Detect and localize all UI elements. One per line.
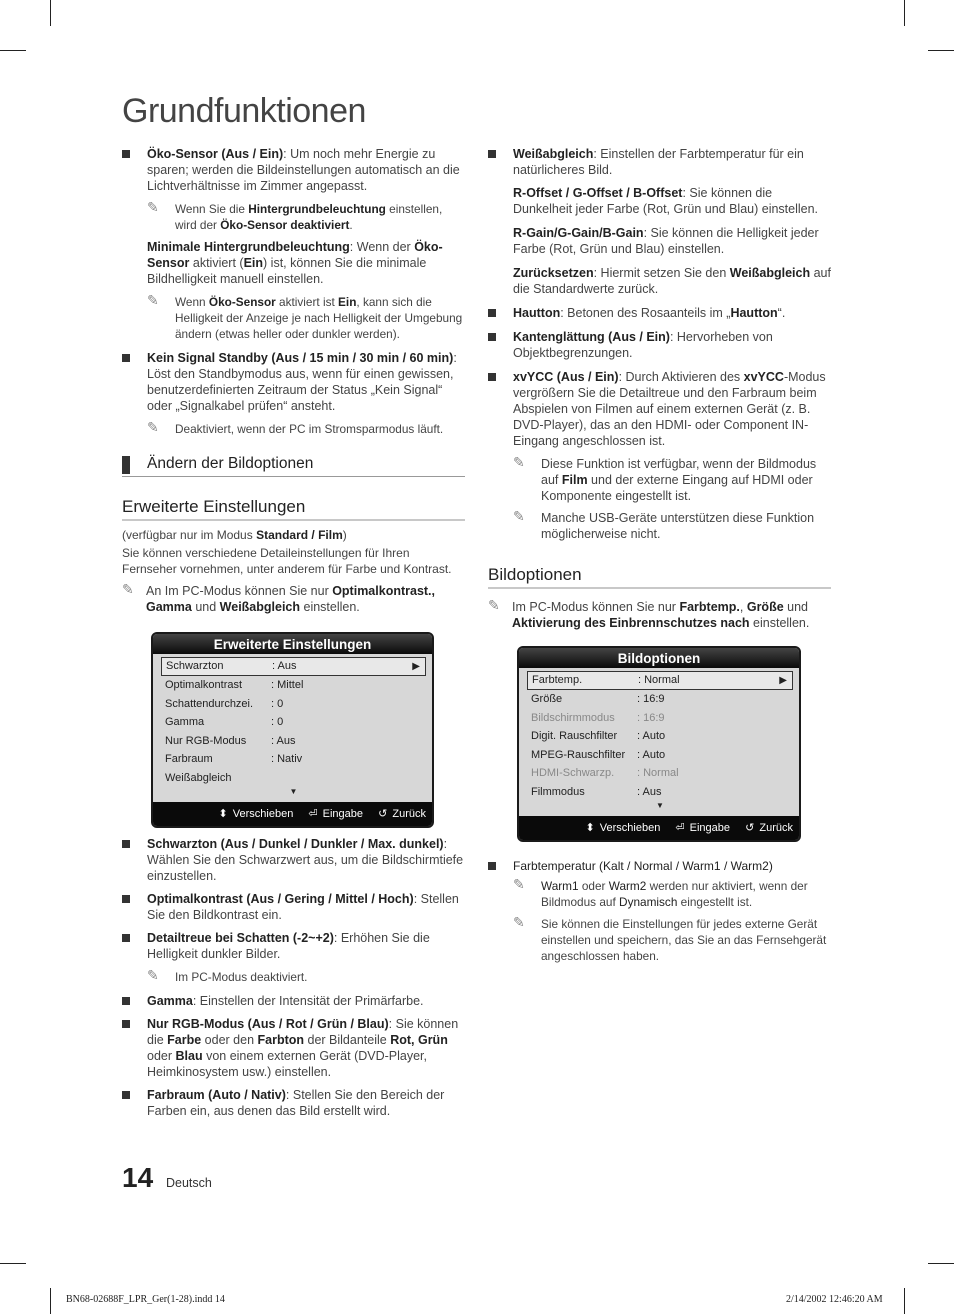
osd-picture-options: [517, 646, 801, 842]
bullet-square-icon: [122, 997, 130, 1005]
osd-extended-settings: [151, 632, 434, 828]
osd-row-value: : Nativ: [271, 753, 303, 765]
item-heading: R-Gain/G-Gain/B-Gain: [513, 226, 644, 240]
intro-text: Sie können verschiedene Detaileinstellungen für Ihren Fernseher vornehmen, unter anderem für Farbe und Kontrast.: [122, 546, 452, 576]
osd-row-label: Größe: [531, 693, 563, 705]
availability-text: [122, 527, 467, 543]
bullet-square-icon: [122, 150, 130, 158]
osd-enter-label: Eingabe: [322, 808, 364, 820]
item-text: : Stellen Sie den Bereich der Farben ein, aus denen das Bild erstellt wird.: [147, 1088, 445, 1118]
osd-row-label: Optimalkontrast: [165, 679, 243, 691]
item-text: oder: [147, 1049, 176, 1063]
item-bold: Weißabgleich: [729, 266, 811, 280]
note-bold: Hintergrundbeleuchtung: [248, 202, 386, 216]
item-bold: Blau: [175, 1049, 203, 1063]
osd-row-farbraum[interactable]: [161, 750, 426, 769]
item-text: : Durch Aktivieren des: [618, 370, 744, 384]
bullet-square-icon: [122, 1020, 130, 1028]
item-text: : Wählen Sie den Schwarzwert aus, um die Bildschirmtiefe einzustellen.: [147, 837, 464, 883]
heading-text: Erweiterte Einstellungen: [122, 497, 306, 516]
updown-icon: ⬍: [585, 822, 595, 834]
osd-row-value: : Auto: [637, 748, 666, 761]
footer-date: 2/14/2002 12:46:20 AM: [786, 1294, 883, 1305]
note-bold: Ein: [338, 295, 357, 309]
eco-sensor-heading: Öko-Sensor (Aus / Ein): [147, 147, 284, 161]
note-bold: Größe: [746, 600, 784, 614]
detailtreue-note: [122, 969, 467, 985]
item-heading: R-Offset / G-Offset / B-Offset: [513, 186, 683, 200]
note-text: Wenn Sie die: [175, 202, 249, 216]
osd-rows: [153, 654, 432, 797]
item-text: : Einstellen der Farbtemperatur für ein natürlicheres Bild.: [513, 147, 804, 177]
osd-row-value: : 16:9: [637, 693, 665, 705]
text: aktiviert (: [189, 256, 244, 270]
text: ): [342, 528, 347, 542]
note-pencil-icon: ✎: [513, 876, 525, 892]
subheading-text: Ändern der Bildoptionen: [147, 455, 314, 472]
note-text: Im PC-Modus können Sie nur: [512, 600, 680, 614]
osd-nav-label: Verschieben: [232, 808, 294, 820]
extended-intro: [122, 527, 467, 621]
item-heading: Gamma: [147, 994, 193, 1008]
osd-row-rgb[interactable]: [161, 732, 426, 751]
note-bold: Film: [561, 473, 588, 487]
item-bold: Rot, Grün: [390, 1033, 448, 1047]
xvycc-item: [488, 369, 833, 449]
gamma-item: [122, 993, 467, 1009]
note-pencil-icon: ✎: [513, 454, 525, 470]
note-text: Wenn: [175, 295, 209, 309]
note-text: einstellen, wird der: [175, 202, 443, 232]
item-text: : Sie können die: [147, 1017, 459, 1047]
item-text: -Modus vergrößern Sie die Detailtreue und den Farbraum beim Abspielen von Filmen auf einem externen Gerät (z. B. DVD-Player), das an den HDMI- oder Component IN-Eingang angeschlossen ist.: [513, 370, 826, 448]
rgb-mode-item: [122, 1016, 467, 1080]
left-column: [122, 146, 467, 443]
play-arrow-icon: ▶: [412, 661, 420, 672]
note-pencil-icon: ✎: [147, 199, 159, 215]
osd-row-label: HDMI-Schwarzp.: [531, 767, 615, 779]
farbtemperatur-item: [488, 858, 833, 874]
crop-mark: [904, 1288, 905, 1314]
min-backlight-heading: Minimale Hintergrundbeleuchtung: [147, 240, 350, 254]
osd-row-mpeg-rauschfilter[interactable]: [527, 746, 793, 765]
text-bold: Öko-Sensor: [147, 240, 443, 270]
osd-footer: [519, 816, 799, 840]
note-bold: Weißabgleich: [219, 600, 301, 614]
note-text: .: [349, 218, 353, 232]
osd-row-value: : 0: [271, 716, 284, 728]
item-bold: Hautton: [730, 306, 778, 320]
item-text: : Einstellen der Intensität der Primärfarbe.: [192, 994, 424, 1008]
crop-mark: [0, 1263, 26, 1264]
item-text: : Betonen des Rosaanteils im „: [560, 306, 731, 320]
item-text: : Stellen Sie den Bildkontrast ein.: [147, 892, 459, 922]
farbraum-item: [122, 1087, 467, 1119]
bildoptionen-pc-note: [488, 599, 833, 631]
item-text: : Hervorheben von Objektbegrenzungen.: [513, 330, 773, 360]
osd-row-label: MPEG-Rauschfilter: [531, 748, 626, 761]
bullet-square-icon: [488, 309, 496, 317]
item-text: “.: [777, 306, 786, 320]
item-heading: Hautton: [513, 306, 561, 320]
item-text: auf die Standardwerte zurück.: [513, 266, 831, 296]
eco-note: [122, 201, 467, 233]
bullet-square-icon: [122, 840, 130, 848]
note-bold: Öko-Sensor deaktiviert: [220, 218, 350, 232]
text: (verfügbar nur im Modus: [122, 528, 257, 542]
weissabgleich-item: [488, 146, 833, 178]
bullet-square-icon: [122, 895, 130, 903]
item-heading: Farbraum (Auto / Nativ): [147, 1088, 286, 1102]
osd-row-value: : Auto: [637, 730, 666, 742]
note-bold: Warm2: [608, 879, 647, 893]
enter-icon: ⏎: [308, 808, 318, 820]
osd-row-label: Gamma: [165, 716, 205, 728]
item-heading: xvYCC (Aus / Ein): [513, 370, 619, 384]
osd-row-gamma[interactable]: [161, 713, 426, 732]
crop-mark: [50, 0, 51, 26]
osd-row-schwarzton[interactable]: [161, 657, 426, 676]
no-signal-text: : Löst den Standbymodus aus, wenn für einen gewissen, benutzerdefinierten Zeitraum der Status „Kein Signal“ oder „Signalkabel prüfen“ ansteht.: [147, 351, 457, 413]
osd-row-schatten[interactable]: [161, 695, 426, 714]
osd-row-label: Nur RGB-Modus: [165, 734, 247, 747]
note-pencil-icon: ✎: [147, 967, 159, 983]
bullet-square-icon: [122, 354, 130, 362]
osd-back-label: Zurück: [759, 822, 793, 834]
no-signal-heading: Kein Signal Standby (Aus / 15 min / 30 min / 60 min): [147, 351, 454, 365]
heading-text: Bildoptionen: [488, 565, 582, 584]
no-signal-note: [122, 421, 467, 437]
note-text: An Im PC-Modus können Sie nur: [146, 584, 333, 598]
osd-row-value: : Aus: [271, 734, 296, 747]
item-text: von einem externen Gerät (DVD-Player, Heimkinosystem usw.) einstellen.: [147, 1049, 427, 1079]
bullet-square-icon: [488, 333, 496, 341]
note-text: Deaktiviert, wenn der PC im Stromsparmodus läuft.: [175, 422, 444, 436]
note-pencil-icon: ✎: [147, 292, 159, 308]
updown-icon: ⬍: [218, 808, 228, 820]
right-column-bottom: [488, 858, 833, 970]
note-text: eingestellt ist.: [677, 895, 753, 909]
left-column-bottom: [122, 836, 467, 1126]
hautton-item: [488, 305, 833, 321]
page-language: Deutsch: [166, 1176, 212, 1190]
note-pencil-icon: ✎: [122, 581, 134, 597]
osd-nav-label: Verschieben: [599, 822, 661, 834]
item-text: : Hiermit setzen Sie den: [593, 266, 730, 280]
osd-row-value: : 0: [271, 697, 284, 710]
eco-sensor-text: : Um noch mehr Energie zu sparen; werden die Bildeinstellungen automatisch an die Lichtverhältnisse im Zimmer angepasst.: [147, 147, 460, 193]
bildoptionen-intro: [488, 599, 833, 637]
osd-row-bildschirmmodus: [527, 709, 793, 728]
osd-row-label: Schwarzton: [166, 660, 224, 672]
enter-icon: ⏎: [675, 822, 685, 834]
osd-row-value: : Mittel: [271, 679, 304, 691]
note-pencil-icon: ✎: [513, 508, 525, 524]
page-number: 14: [122, 1162, 154, 1193]
page-title: Grundfunktionen: [122, 92, 366, 130]
section-bar-icon: [122, 456, 130, 474]
item-heading: Optimalkontrast (Aus / Gering / Mittel / Hoch): [147, 892, 414, 906]
farbtemp-note-2: [488, 916, 833, 964]
osd-row-farbtemp[interactable]: [527, 671, 793, 690]
item-bold: Farbe: [167, 1033, 202, 1047]
note-text: Sie können die Einstellungen für jedes externe Gerät einstellen und speichern, das Sie an das Fernsehgerät angeschlossen haben.: [541, 917, 827, 963]
osd-row-label: Filmmodus: [531, 785, 585, 798]
note-text: und der externe Eingang auf HDMI oder Komponente eingestellt ist.: [541, 473, 813, 503]
osd-footer: [153, 802, 432, 826]
osd-row-digit-rauschfilter[interactable]: [527, 727, 793, 746]
bullet-square-icon: [488, 862, 496, 870]
farbtemp-note-1: [488, 878, 833, 910]
bullet-square-icon: [122, 1091, 130, 1099]
osd-row-label: Schattendurchzei.: [165, 697, 254, 710]
osd-row-groesse[interactable]: [527, 690, 793, 709]
item-text: oder den: [201, 1033, 258, 1047]
item-bold: Farbton: [257, 1033, 305, 1047]
xvycc-note-1: [488, 456, 833, 504]
osd-row-label: Bildschirmmodus: [531, 711, 615, 724]
item-text: : Sie können die Dunkelheit jeder Farbe (Rot, Grün und Blau) einstellen.: [513, 186, 819, 216]
osd-row-value: : 16:9: [637, 711, 665, 724]
osd-row-label: Farbraum: [165, 753, 213, 765]
min-backlight-note: [122, 294, 467, 342]
osd-row-value: : Aus: [637, 785, 662, 798]
note-pencil-icon: ✎: [147, 419, 159, 435]
xvycc-note-2: [488, 510, 833, 542]
crop-mark: [904, 0, 905, 26]
offset-text: [488, 185, 833, 217]
osd-row-label: Digit. Rauschfilter: [531, 730, 618, 742]
bullet-square-icon: [122, 934, 130, 942]
note-text: Diese Funktion ist verfügbar, wenn der Bildmodus auf: [541, 457, 817, 487]
text-bold: Standard / Film: [256, 528, 343, 542]
note-text: einstellen.: [300, 600, 360, 614]
note-text: , kann sich die Helligkeit der Anzeige je nach Helligkeit der Umgebung ändern (etwas heller oder dunkler werden).: [175, 295, 463, 341]
note-text: ,: [739, 600, 747, 614]
item-heading: Detailtreue bei Schatten (-2~+2): [147, 931, 334, 945]
osd-row-hdmi-schwarzp: [527, 764, 793, 783]
osd-row-value: : Normal: [638, 674, 680, 686]
reset-text: [488, 265, 833, 297]
osd-row-value: : Aus: [272, 660, 297, 672]
item-heading: Schwarzton (Aus / Dunkel / Dunkler / Max. dunkel): [147, 837, 444, 851]
crop-mark: [0, 50, 26, 51]
note-pencil-icon: ✎: [488, 597, 500, 613]
item-heading: Farbtemperatur (Kalt / Normal / Warm1 / Warm2): [513, 859, 773, 873]
gain-text: [488, 225, 833, 257]
section-subheading: [122, 455, 465, 477]
item-text: : Erhöhen Sie die Helligkeit dunkler Bilder.: [147, 931, 430, 961]
optimalkontrast-item: [122, 891, 467, 923]
item-heading: Weißabgleich: [513, 147, 594, 161]
pc-mode-note: [122, 583, 467, 615]
section-heading-extended: [122, 497, 465, 521]
osd-row-filmmodus[interactable]: [527, 783, 793, 802]
note-text: einstellen.: [749, 616, 810, 630]
bullet-square-icon: [488, 373, 496, 381]
schwarzton-item: [122, 836, 467, 884]
item-bold: xvYCC: [743, 370, 784, 384]
item-text: : Sie können die Helligkeit jeder Farbe (Rot, Grün und Blau) einstellen.: [513, 226, 819, 256]
return-icon: ↺: [378, 808, 388, 820]
note-bold: Öko-Sensor: [208, 295, 276, 309]
note-text: und: [783, 600, 808, 614]
osd-title: Bildoptionen: [519, 648, 799, 668]
note-pencil-icon: ✎: [513, 914, 525, 930]
note-bold: Aktivierung des Einbrennschutzes nach: [512, 616, 750, 630]
detailtreue-item: [122, 930, 467, 962]
crop-mark: [50, 1288, 51, 1314]
note-text: Manche USB-Geräte unterstützen diese Funktion möglicherweise nicht.: [541, 511, 815, 541]
note-text: oder: [578, 879, 609, 893]
osd-row-label: Weißabgleich: [165, 771, 232, 784]
note-bold: Optimalkontrast., Gamma: [146, 584, 435, 614]
item-heading: Zurücksetzen: [513, 266, 594, 280]
osd-row-optimalkontrast[interactable]: [161, 676, 426, 695]
osd-rows: [519, 668, 799, 811]
text-bold: Ein: [243, 256, 264, 270]
scroll-down-icon[interactable]: ▼: [656, 801, 664, 810]
note-text: Im PC-Modus deaktiviert.: [175, 970, 308, 984]
osd-enter-label: Eingabe: [689, 822, 731, 834]
osd-row-label: Farbtemp.: [532, 674, 583, 686]
note-bold: Dynamisch: [619, 895, 678, 909]
osd-row-weissabgleich[interactable]: [161, 769, 426, 788]
footer-file: BN68-02688F_LPR_Ger(1-28).indd 14: [66, 1294, 225, 1305]
osd-title: Erweiterte Einstellungen: [153, 634, 432, 654]
scroll-down-icon[interactable]: ▼: [289, 787, 298, 796]
crop-mark: [928, 1263, 954, 1264]
note-bold: Warm1: [541, 879, 579, 893]
eco-sensor-item: [122, 146, 467, 194]
section-heading-bildoptionen: [488, 565, 831, 589]
note-text: und: [191, 600, 220, 614]
item-text: der Bildanteile: [304, 1033, 391, 1047]
min-backlight-text: [122, 239, 467, 287]
note-text: aktiviert ist: [275, 295, 339, 309]
item-heading: Kantenglättung (Aus / Ein): [513, 330, 670, 344]
play-arrow-icon: ▶: [779, 675, 787, 686]
note-text: werden nur aktiviert, wenn der Bildmodus auf: [541, 879, 808, 909]
right-column: [488, 146, 833, 548]
bullet-square-icon: [488, 150, 496, 158]
osd-back-label: Zurück: [392, 808, 426, 820]
crop-mark: [928, 50, 954, 51]
text: ) ist, können Sie die minimale Bildhelligkeit manuell einstellen.: [147, 256, 427, 286]
text: : Wenn der: [349, 240, 415, 254]
osd-row-value: : Normal: [637, 767, 679, 779]
return-icon: ↺: [745, 822, 755, 834]
kantenglaettung-item: [488, 329, 833, 361]
item-heading: Nur RGB-Modus (Aus / Rot / Grün / Blau): [147, 1017, 389, 1031]
no-signal-item: [122, 350, 467, 414]
note-bold: Farbtemp.: [679, 600, 740, 614]
